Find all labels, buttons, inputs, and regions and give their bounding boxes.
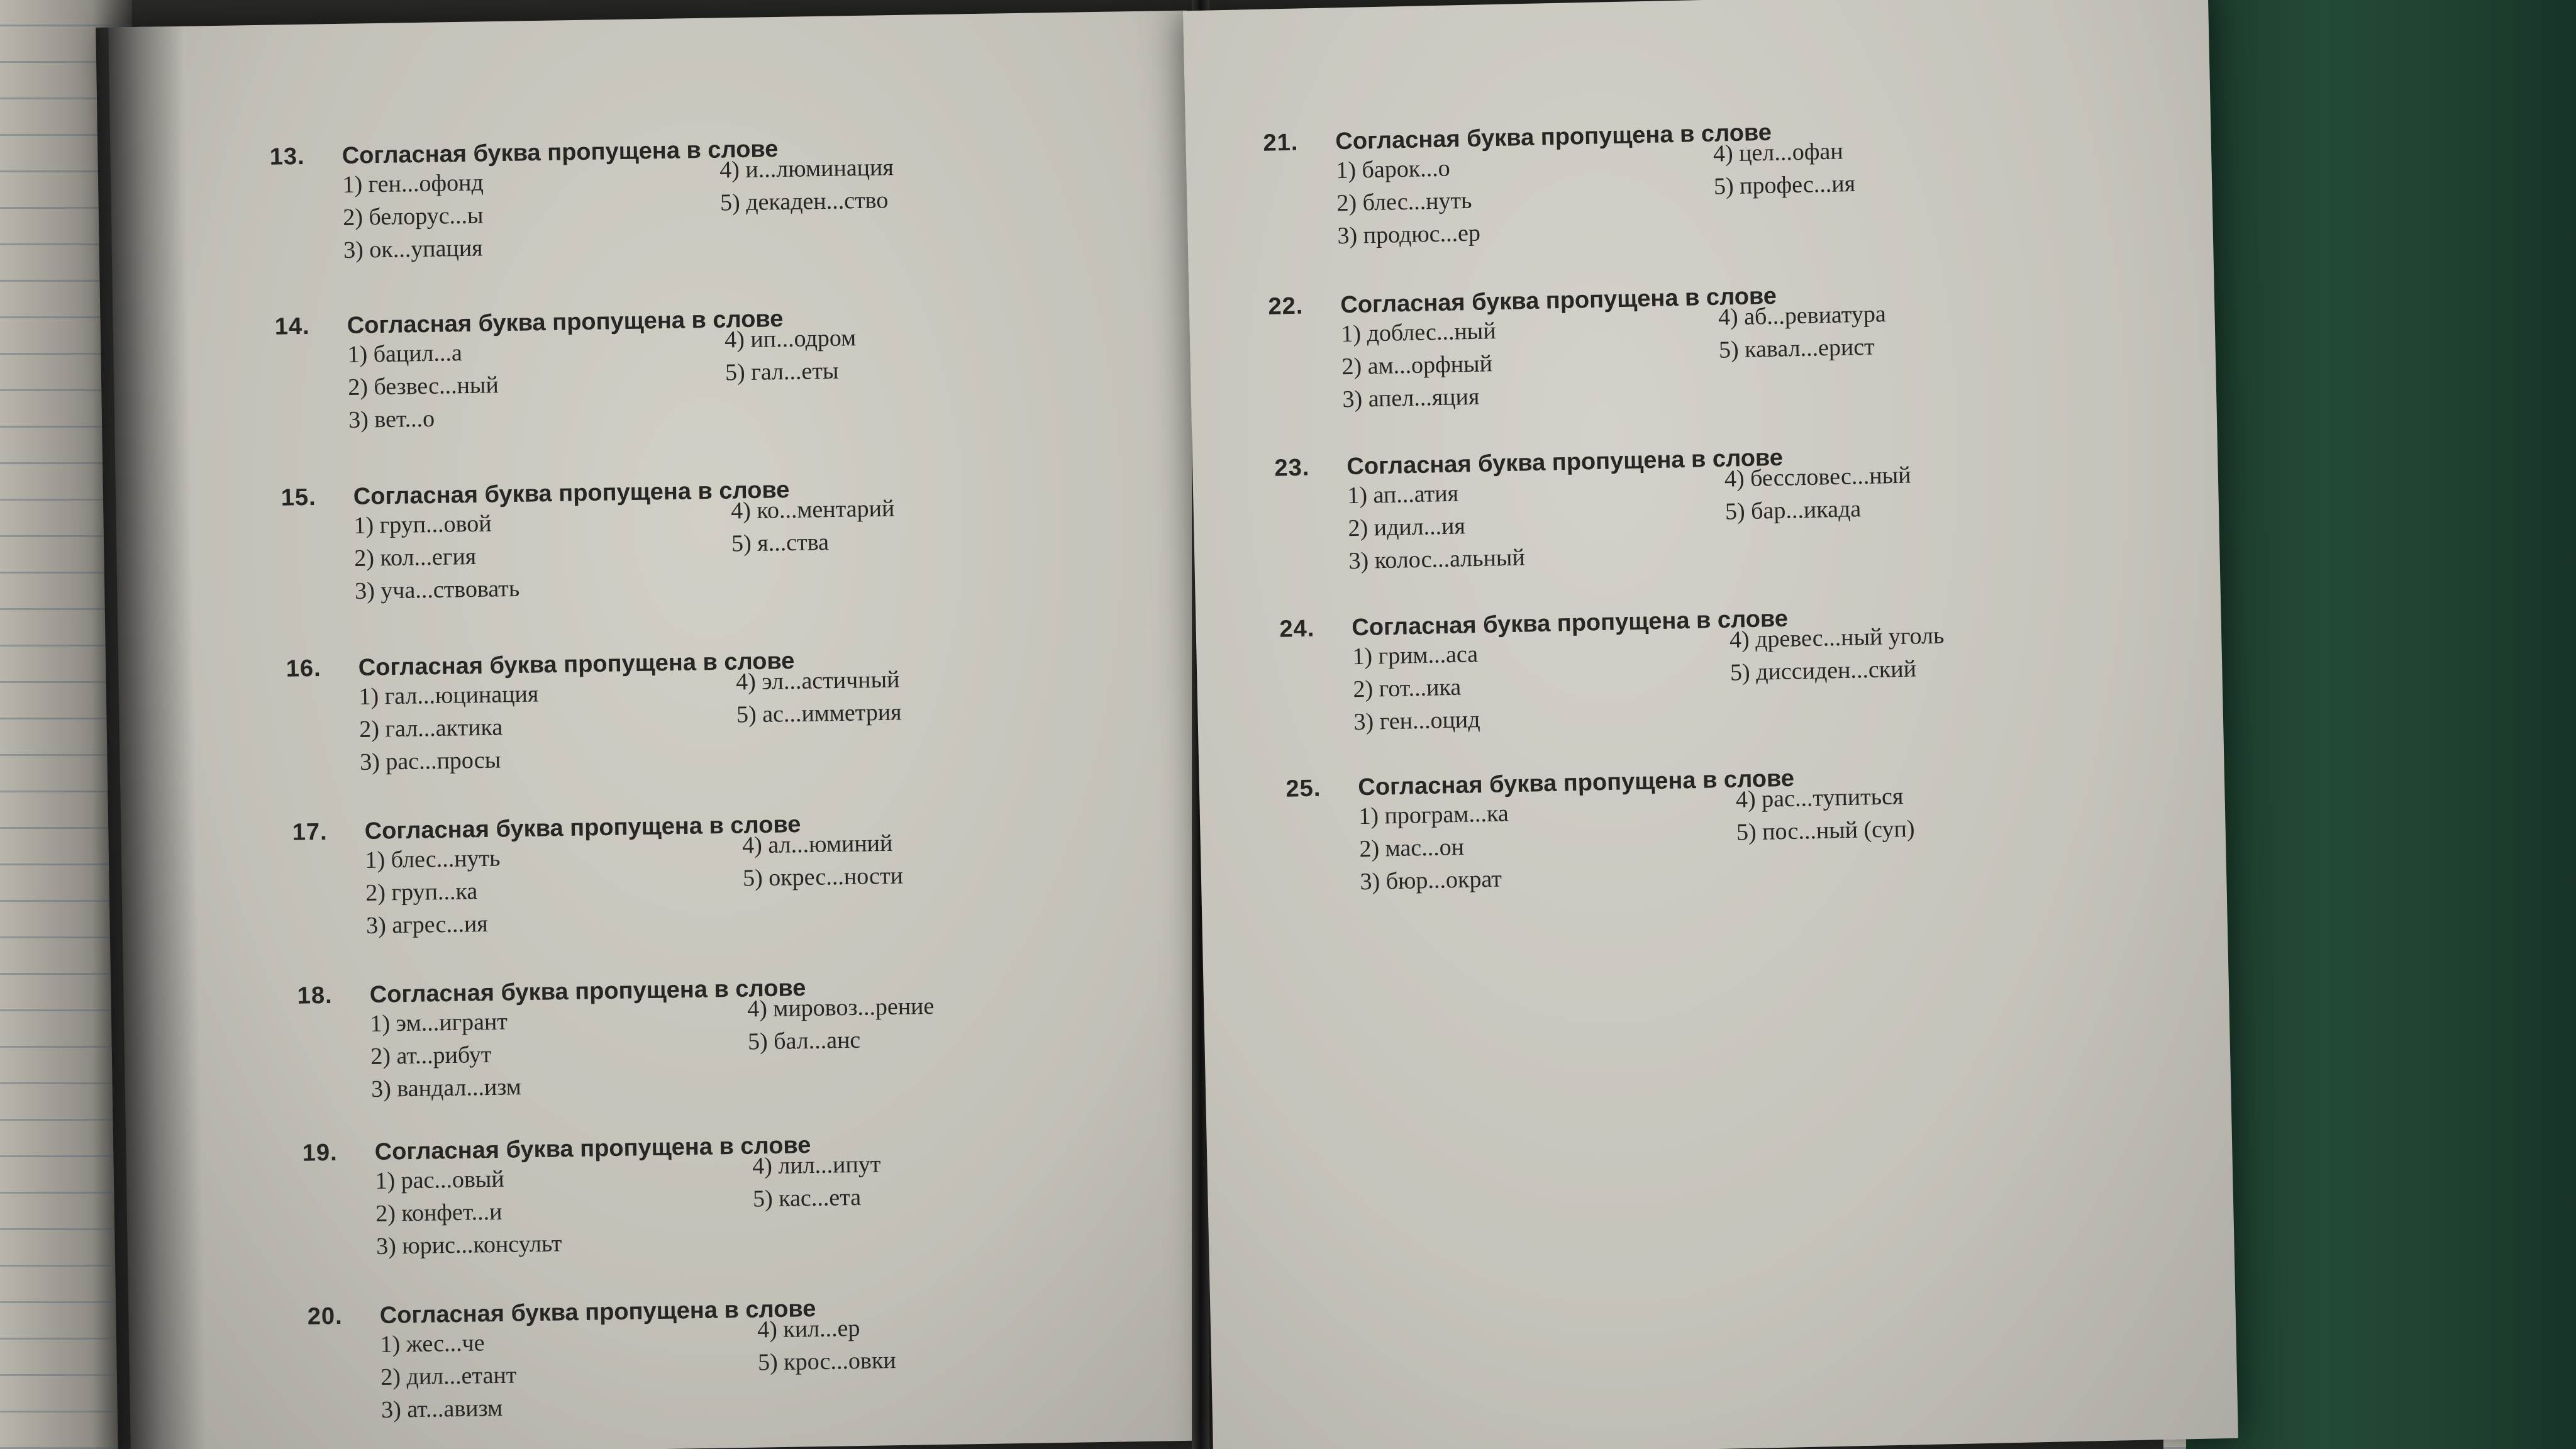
answer-options (353, 495, 984, 611)
answer-option-5: 5) бар...икада (1724, 496, 1862, 525)
answer-option-4: 4) ко...ментарий (730, 495, 895, 525)
answer-option-4: 4) ал...юминий (741, 830, 893, 859)
question-14 (274, 303, 977, 441)
answer-option-5: 5) кас...ета (752, 1184, 862, 1213)
answer-option-3: 3) бюр...ократ (1360, 865, 1502, 896)
answer-option-3: 3) колос...альный (1348, 544, 1526, 575)
answer-option-2: 2) белорус...ы (342, 202, 484, 231)
answer-option-5: 5) кавал...ерист (1718, 333, 1875, 364)
question-15 (280, 474, 984, 612)
answer-option-1: 1) рас...овый (375, 1165, 505, 1194)
answer-option-2: 2) гал...актика (358, 714, 503, 743)
answer-option-1: 1) бацил...а (347, 340, 463, 368)
answer-option-4: 4) аб...ревиатура (1718, 301, 1887, 331)
answer-option-1: 1) груп...овой (353, 510, 492, 539)
question-number: 16. (286, 655, 321, 682)
question-18 (297, 972, 1000, 1110)
question-19 (302, 1129, 1005, 1267)
answer-option-2: 2) безвес...ный (347, 372, 499, 401)
answer-options (365, 830, 995, 946)
answer-option-3: 3) ген...оцид (1353, 706, 1480, 736)
answer-option-5: 5) гал...еты (724, 357, 839, 386)
answer-option-4: 4) цел...офан (1713, 138, 1844, 167)
question-17 (292, 808, 995, 947)
question-prompt: Согласная буква пропущена в слове (364, 811, 801, 845)
question-number: 18. (297, 982, 333, 1009)
question-prompt: Согласная буква пропущена в слове (379, 1296, 816, 1329)
answer-option-2: 2) дил...етант (380, 1362, 517, 1391)
answer-option-3: 3) продюс...ер (1337, 219, 1481, 250)
answer-option-1: 1) эм...игрант (370, 1008, 508, 1037)
answer-option-1: 1) жес...че (380, 1330, 485, 1358)
answer-option-4: 4) лил...ипут (752, 1151, 881, 1180)
answer-option-3: 3) рас...просы (359, 747, 501, 775)
answer-option-2: 2) мас...он (1359, 833, 1465, 863)
question-number: 13. (269, 143, 305, 170)
question-number: 21. (1262, 129, 1299, 157)
answer-option-3: 3) апел...яция (1342, 383, 1480, 413)
answer-option-1: 1) ап...атия (1346, 480, 1459, 509)
answer-option-5: 5) пос...ный (суп) (1736, 815, 1915, 846)
question-prompt: Согласная буква пропущена в слове (341, 136, 779, 169)
answer-option-3: 3) агрес...ия (365, 910, 489, 939)
answer-options (342, 154, 972, 270)
answer-option-4: 4) рас...тупиться (1735, 783, 1904, 813)
question-number: 24. (1279, 615, 1315, 643)
answer-option-5: 5) декаден...ство (719, 187, 889, 216)
question-23 (1274, 440, 1978, 582)
answer-option-3: 3) уча...ствовать (354, 575, 520, 604)
answer-option-4: 4) эл...астичный (735, 666, 900, 696)
answer-option-2: 2) блес...нуть (1336, 187, 1472, 217)
question-13 (269, 133, 972, 271)
question-prompt: Согласная буква пропущена в слове (1346, 444, 1784, 480)
answer-option-3: 3) юрис...консульт (375, 1230, 562, 1260)
question-22 (1268, 279, 1972, 421)
answer-option-4: 4) древес...ный уголь (1729, 622, 1945, 653)
question-20 (307, 1292, 1010, 1431)
answer-option-5: 5) крос...овки (757, 1347, 897, 1376)
answer-option-2: 2) конфет...и (375, 1198, 502, 1227)
answer-option-2: 2) груп...ка (365, 878, 478, 906)
question-prompt: Согласная буква пропущена в слове (1351, 605, 1789, 641)
question-prompt: Согласная буква пропущена в слове (358, 648, 795, 681)
answer-options (380, 1314, 1010, 1430)
answer-options (370, 992, 1000, 1109)
answer-option-5: 5) я...ства (731, 529, 830, 557)
answer-option-1: 1) грим...аса (1352, 641, 1479, 670)
question-prompt: Согласная буква пропущена в слове (347, 306, 784, 339)
question-21 (1263, 115, 1967, 257)
answer-option-1: 1) блес...нуть (365, 845, 501, 874)
answer-option-3: 3) вет...о (348, 405, 435, 433)
question-number: 15. (280, 484, 316, 511)
question-16 (286, 645, 989, 783)
answer-option-5: 5) бал...анс (747, 1026, 861, 1055)
answer-option-2: 2) гот...ика (1353, 674, 1462, 703)
answer-option-2: 2) ат...рибут (370, 1041, 492, 1070)
answer-option-2: 2) кол...егия (353, 543, 477, 572)
answer-option-4: 4) и...люминация (719, 154, 894, 184)
question-prompt: Согласная буква пропущена в слове (374, 1132, 811, 1165)
question-number: 14. (274, 313, 310, 340)
answer-option-2: 2) ам...орфный (1341, 350, 1493, 380)
answer-option-5: 5) профес...ия (1713, 170, 1856, 200)
answer-options (1358, 783, 1989, 902)
answer-option-3: 3) ок...упация (343, 235, 483, 264)
question-number: 22. (1267, 292, 1304, 320)
question-25 (1285, 761, 1989, 903)
background-green-folder (2186, 0, 2576, 1449)
question-prompt: Согласная буква пропущена в слове (369, 975, 806, 1008)
answer-option-1: 1) програм...ка (1358, 800, 1509, 830)
answer-options (375, 1151, 1005, 1267)
question-prompt: Согласная буква пропущена в слове (1335, 119, 1772, 155)
answer-option-3: 3) вандал...изм (370, 1074, 522, 1102)
answer-option-4: 4) кил...ер (757, 1314, 860, 1343)
answer-option-5: 5) диссиден...ский (1729, 655, 1917, 686)
answer-option-4: 4) бессловес...ный (1724, 462, 1911, 492)
answer-option-2: 2) идил...ия (1348, 513, 1466, 542)
question-number: 19. (302, 1139, 338, 1167)
answer-options (347, 325, 977, 440)
answer-option-1: 1) гал...юцинация (358, 680, 539, 710)
answer-option-4: 4) мировоз...рение (747, 992, 935, 1023)
answer-option-5: 5) окрес...ности (742, 862, 904, 892)
question-prompt: Согласная буква пропущена в слове (1340, 282, 1777, 319)
answer-option-1: 1) барок...о (1335, 155, 1451, 184)
answer-option-1: 1) доблес...ный (1340, 318, 1496, 348)
answer-option-4: 4) ип...одром (724, 325, 857, 353)
answer-option-3: 3) ат...авизм (380, 1394, 503, 1423)
answer-option-1: 1) ген...офонд (342, 169, 484, 198)
question-number: 25. (1285, 775, 1321, 802)
answer-options (1340, 301, 1972, 419)
answer-options (358, 666, 989, 782)
answer-options (1335, 138, 1967, 256)
question-prompt: Согласная буква пропущена в слове (1357, 765, 1795, 801)
question-number: 23. (1274, 454, 1310, 482)
question-prompt: Согласная буква пропущена в слове (353, 477, 790, 510)
question-number: 17. (292, 818, 328, 846)
answer-option-5: 5) ас...имметрия (736, 699, 902, 728)
question-number: 20. (307, 1302, 343, 1330)
question-24 (1279, 601, 1983, 743)
